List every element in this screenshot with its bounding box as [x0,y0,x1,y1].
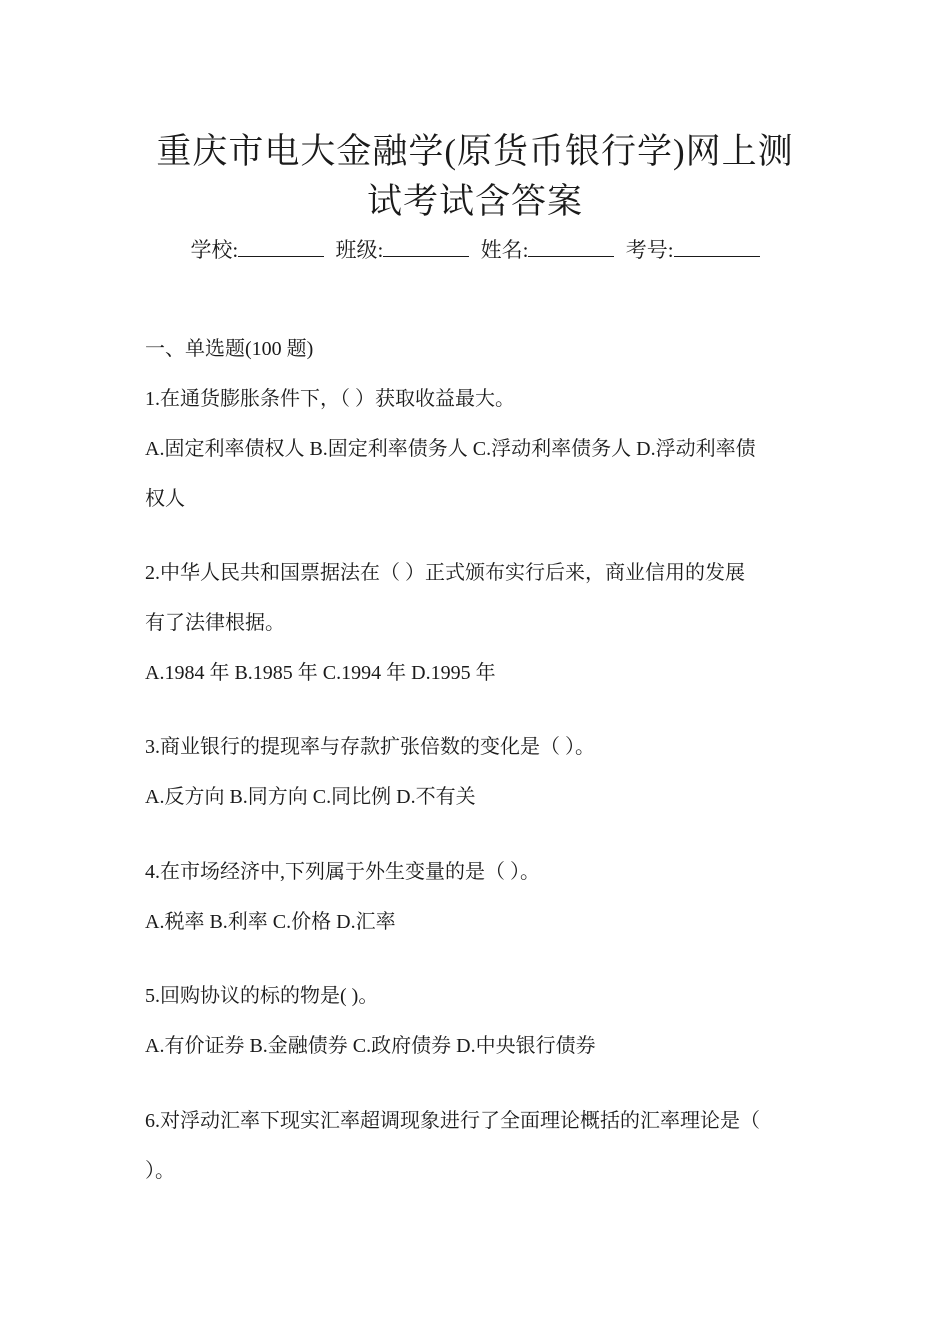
question-1-options-cont: 权人 [145,488,185,510]
question-5-options: A.有价证券 B.金融债券 C.政府债券 D.中央银行债券 [145,1035,596,1057]
name-field [481,238,615,262]
document-title-line-1: 重庆市电大金融学(原货币银行学)网上测 [156,132,794,171]
question-6-stem: 6.对浮动汇率下现实汇率超调现象进行了全面理论概括的汇率理论是（ [145,1110,760,1132]
school-field [190,238,324,262]
question-2-options: A.1984 年 B.1985 年 C.1994 年 D.1995 年 [145,662,496,684]
student-info-row [0,234,950,266]
exam-number-blank [674,236,760,257]
name-label: 姓名: [480,238,529,262]
class-label: 班级: [335,238,384,262]
question-3-options: A.反方向 B.同方向 C.同比例 D.不有关 [145,786,476,808]
document-title-line-2: 试考试含答案 [366,182,583,221]
question-3-stem: 3.商业银行的提现率与存款扩张倍数的变化是（ ）。 [145,736,595,758]
class-field [336,238,470,262]
exam-number-label: 考号: [625,238,674,262]
class-blank [383,236,469,257]
exam-number-field [626,238,760,262]
question-4-stem: 4.在市场经济中,下列属于外生变量的是（ ）。 [145,861,540,883]
name-blank [528,236,614,257]
question-1-options: A.固定利率债权人 B.固定利率债务人 C.浮动利率债务人 D.浮动利率债 [145,438,756,460]
question-6-stem-cont: ）。 [145,1160,175,1182]
question-4-options: A.税率 B.利率 C.价格 D.汇率 [145,911,396,933]
section-heading: 一、单选题(100 题) [145,338,314,360]
question-5-stem: 5.回购协议的标的物是( )。 [145,985,379,1007]
question-2-stem: 2.中华人民共和国票据法在（ ）正式颁布实行后来，商业信用的发展 [145,562,745,584]
question-2-stem-cont: 有了法律根据。 [145,612,285,634]
school-label: 学校: [190,238,239,262]
school-blank [238,236,324,257]
question-1-stem: 1.在通货膨胀条件下，（ ）获取收益最大。 [145,388,515,410]
